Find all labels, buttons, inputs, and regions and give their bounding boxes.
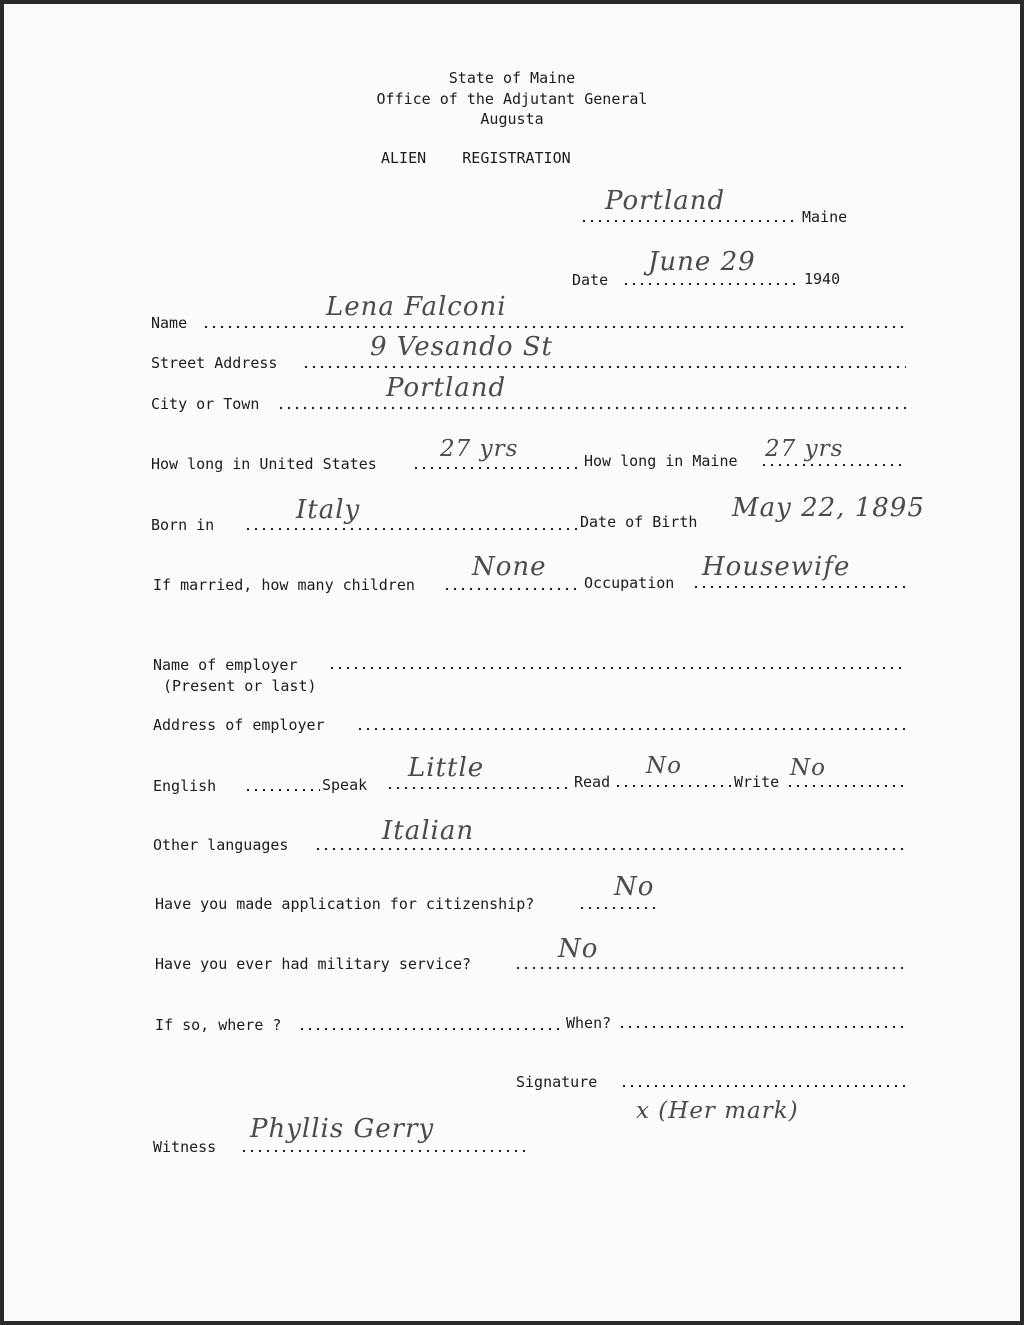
employer-address-dots — [356, 727, 906, 731]
other-languages-dots — [314, 847, 906, 851]
maine-duration-label: How long in Maine — [584, 452, 738, 470]
children-value: None — [472, 552, 547, 582]
other-languages-label: Other languages — [153, 836, 289, 854]
signature-mark: x (Her mark) — [636, 1098, 799, 1124]
occupation-label: Occupation — [584, 574, 675, 592]
date-dots — [622, 282, 797, 286]
speak-dots — [386, 786, 570, 790]
city-label: City or Town — [151, 395, 260, 413]
read-value: No — [646, 753, 682, 779]
when-dots — [618, 1025, 906, 1029]
employer-address-label: Address of employer — [153, 716, 325, 734]
witness-value: Phyllis Gerry — [250, 1114, 435, 1144]
english-dots — [244, 788, 320, 792]
citizenship-label: Have you made application for citizenship? — [155, 895, 535, 913]
military-label: Have you ever had military service? — [155, 955, 472, 973]
signature-label: Signature — [516, 1073, 598, 1091]
name-label: Name — [151, 314, 188, 332]
us-duration-dots — [412, 466, 582, 470]
write-dots — [786, 784, 906, 788]
dob-label: Date of Birth — [580, 513, 698, 531]
city-dots — [277, 406, 906, 410]
where-label: If so, where ? — [155, 1016, 282, 1034]
street-value: 9 Vesando St — [370, 332, 553, 362]
witness-label: Witness — [153, 1138, 217, 1156]
dob-value: May 22, 1895 — [732, 493, 925, 523]
date-label: Date — [572, 271, 609, 289]
occupation-dots — [692, 585, 906, 589]
form-title: ALIEN REGISTRATION — [381, 149, 571, 167]
name-dots — [202, 325, 906, 329]
other-languages-value: Italian — [382, 816, 475, 846]
children-dots — [443, 587, 581, 591]
citizenship-value: No — [614, 872, 655, 902]
signature-dots — [620, 1084, 906, 1088]
city-value: Portland — [386, 373, 507, 403]
place-dots — [580, 219, 798, 223]
place-value: Portland — [605, 186, 726, 216]
scan-edge — [1020, 0, 1024, 1325]
name-value: Lena Falconi — [326, 292, 507, 322]
military-value: No — [558, 934, 599, 964]
us-duration-label: How long in United States — [151, 455, 377, 473]
scan-edge — [0, 0, 1024, 4]
employer-dots — [328, 666, 906, 670]
children-label: If married, how many children — [153, 576, 415, 594]
born-dots — [244, 527, 578, 531]
header-city: Augusta — [480, 110, 544, 128]
speak-label: Speak — [322, 776, 368, 794]
read-label: Read — [574, 773, 611, 791]
write-label: Write — [734, 773, 780, 791]
employer-label: Name of employer — [153, 656, 298, 674]
street-dots — [302, 365, 906, 369]
header-office: Office of the Adjutant General — [376, 90, 648, 108]
date-year: 1940 — [804, 270, 841, 288]
us-duration-value: 27 yrs — [440, 436, 519, 462]
date-value: June 29 — [648, 247, 756, 277]
speak-value: Little — [408, 753, 485, 783]
maine-duration-value: 27 yrs — [765, 436, 844, 462]
header-state: State of Maine — [448, 69, 576, 87]
scan-edge — [0, 1321, 1024, 1325]
place-suffix: Maine — [802, 208, 848, 226]
military-dots — [514, 966, 906, 970]
employer-sub: (Present or last) — [163, 677, 317, 695]
occupation-value: Housewife — [702, 552, 851, 582]
english-label: English — [153, 777, 217, 795]
witness-dots — [240, 1149, 528, 1153]
scan-edge — [0, 0, 4, 1325]
maine-duration-dots — [760, 463, 906, 467]
write-value: No — [790, 755, 826, 781]
read-dots — [614, 784, 732, 788]
when-label: When? — [566, 1014, 612, 1032]
citizenship-dots — [578, 906, 658, 910]
born-label: Born in — [151, 516, 215, 534]
born-value: Italy — [296, 495, 361, 525]
street-label: Street Address — [151, 354, 278, 372]
where-dots — [298, 1027, 562, 1031]
